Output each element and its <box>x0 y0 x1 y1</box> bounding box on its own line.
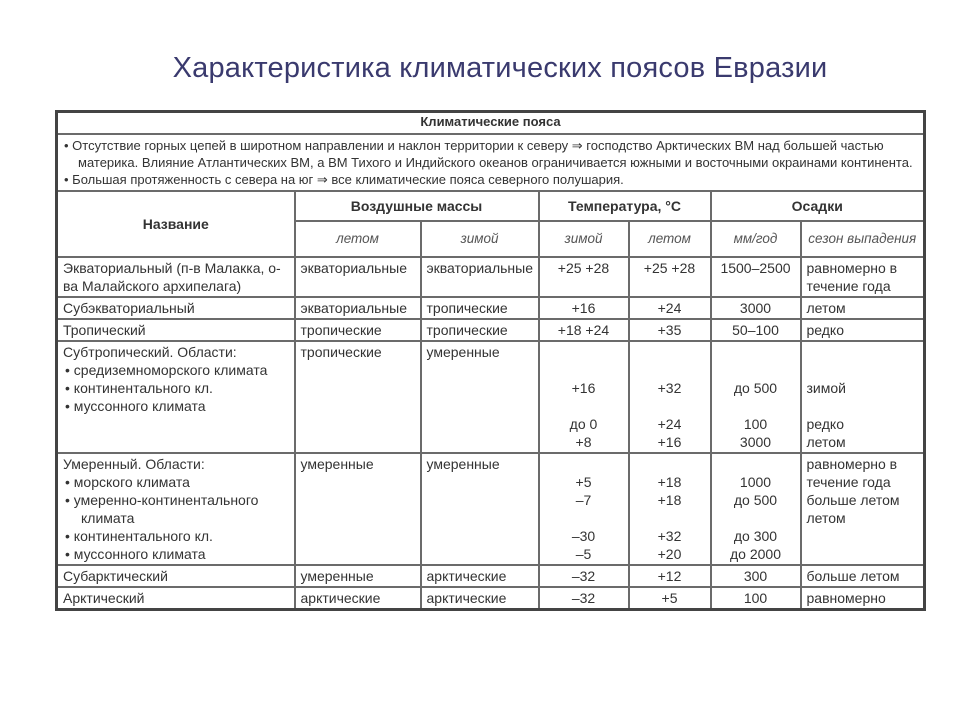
cell-air-summer: умеренные <box>295 453 421 565</box>
value: –5 <box>575 546 592 562</box>
area-label: континентального кл. <box>73 528 213 544</box>
cell-air-winter: тропические <box>421 319 539 341</box>
cell-mm <box>711 341 801 453</box>
value: до 0 <box>569 416 598 432</box>
page-title: Характеристика климатических поясов Евразии <box>172 52 828 84</box>
cell-season: равномерно в течение года <box>801 257 925 297</box>
climate-table-wrapper <box>55 110 923 611</box>
area-label: умеренно-континентального климата <box>73 492 259 526</box>
table-intro <box>57 134 925 191</box>
value: +16 <box>571 380 596 396</box>
area-item: • континентального кл. <box>65 380 213 396</box>
cell-temp-summer: +12 <box>629 565 711 587</box>
cell-season <box>801 341 925 453</box>
row-name: Экваториальный (п-в Малакка, о-ва Малайского архипелага) <box>57 257 295 297</box>
table-row <box>57 341 925 453</box>
table-row <box>57 319 925 341</box>
cell-air-summer: тропические <box>295 341 421 453</box>
header-air-winter: зимой <box>421 221 539 257</box>
cell-air-summer: умеренные <box>295 565 421 587</box>
value: 100 <box>743 416 768 432</box>
intro-item: • Большая протяженность с севера на юг ⇒ все климатические пояса северного полушария. <box>64 172 624 187</box>
cell-season: равномерно <box>801 587 925 610</box>
row-name: Тропический <box>57 319 295 341</box>
cell-air-summer: тропические <box>295 319 421 341</box>
value: +5 <box>575 474 592 490</box>
value: до 500 <box>733 492 778 508</box>
table-caption: Климатические пояса <box>57 112 925 135</box>
cell-temp-summer <box>629 341 711 453</box>
cell-air-summer: экваториальные <box>295 297 421 319</box>
value: больше летом <box>806 492 900 508</box>
header-temp-winter: зимой <box>539 221 629 257</box>
value: +32 <box>657 528 682 544</box>
value: +32 <box>657 380 682 396</box>
cell-temp-summer: +5 <box>629 587 711 610</box>
value: +16 <box>657 434 682 450</box>
value: зимой <box>806 380 846 396</box>
value: до 300 <box>733 528 778 544</box>
cell-temp-summer: +24 <box>629 297 711 319</box>
header-name: Название <box>57 191 295 257</box>
area-item: • муссонного климата <box>65 546 206 562</box>
row-name: Субарктический <box>57 565 295 587</box>
intro-text-2: Большая протяженность с севера на юг ⇒ все климатические пояса северного полушария. <box>72 172 624 187</box>
row-name: Субэкваториальный <box>57 297 295 319</box>
table-row <box>57 453 925 565</box>
value: 3000 <box>739 434 772 450</box>
climate-table <box>55 110 926 611</box>
area-label: средиземноморского климата <box>73 362 268 378</box>
cell-temp-summer: +35 <box>629 319 711 341</box>
table-row <box>57 257 925 297</box>
area-item: • умеренно-континентального климата <box>65 492 259 526</box>
cell-temp-winter: +18 +24 <box>539 319 629 341</box>
cell-temp-summer <box>629 453 711 565</box>
cell-temp-winter <box>539 341 629 453</box>
value: летом <box>806 510 846 526</box>
cell-temp-winter: +25 +28 <box>539 257 629 297</box>
value: до 500 <box>733 380 778 396</box>
area-item: • муссонного климата <box>65 398 206 414</box>
header-precipitation: Осадки <box>711 191 925 221</box>
value: +18 <box>657 474 682 490</box>
area-label: муссонного климата <box>73 398 206 414</box>
header-temp-summer: летом <box>629 221 711 257</box>
value: 1000 <box>739 474 772 490</box>
table-row <box>57 565 925 587</box>
area-item: • морского климата <box>65 474 190 490</box>
cell-mm: 3000 <box>711 297 801 319</box>
cell-temp-winter: –32 <box>539 587 629 610</box>
value: +8 <box>575 434 592 450</box>
cell-mm: 50–100 <box>711 319 801 341</box>
header-temperature: Температура, °С <box>539 191 711 221</box>
row-name: Арктический <box>57 587 295 610</box>
cell-season: больше летом <box>801 565 925 587</box>
row-title: Умеренный. Области: <box>63 456 205 472</box>
cell-air-winter: арктические <box>421 565 539 587</box>
area-item: • континентального кл. <box>65 528 213 544</box>
row-title: Субтропический. Области: <box>63 344 237 360</box>
area-label: континентального кл. <box>73 380 213 396</box>
value: –7 <box>575 492 592 508</box>
cell-mm: 1500–2500 <box>711 257 801 297</box>
value: равномерно в течение года <box>806 456 898 490</box>
header-season: сезон выпадения <box>801 221 925 257</box>
area-label: муссонного климата <box>73 546 206 562</box>
cell-air-summer: арктические <box>295 587 421 610</box>
intro-item: • Отсутствие горных цепей в широтном направлении и наклон территории к северу ⇒ господство Арктических ВМ над большей частью материка. Влияние Атлантических ВМ, а ВМ Тихого и Индийского океанов ограничивается южными и восточными окраинами континента. <box>64 138 913 170</box>
area-item: • средиземноморского климата <box>65 362 268 378</box>
value: –30 <box>571 528 596 544</box>
cell-temp-winter <box>539 453 629 565</box>
header-air-summer: летом <box>295 221 421 257</box>
cell-season: редко <box>801 319 925 341</box>
row-name <box>57 453 295 565</box>
value: до 2000 <box>730 546 781 562</box>
value: +20 <box>657 546 682 562</box>
header-mm-year: мм/год <box>711 221 801 257</box>
cell-mm: 100 <box>711 587 801 610</box>
cell-temp-summer: +25 +28 <box>629 257 711 297</box>
cell-air-summer: экваториальные <box>295 257 421 297</box>
cell-air-winter: экваториальные <box>421 257 539 297</box>
header-air-masses: Воздушные массы <box>295 191 539 221</box>
value: +24 <box>657 416 682 432</box>
area-label: морского климата <box>73 474 190 490</box>
cell-season <box>801 453 925 565</box>
row-name <box>57 341 295 453</box>
table-row <box>57 297 925 319</box>
cell-temp-winter: –32 <box>539 565 629 587</box>
cell-air-winter: тропические <box>421 297 539 319</box>
intro-text-1: Отсутствие горных цепей в широтном направлении и наклон территории к северу ⇒ господство Арктических ВМ над большей частью материка. Влияние Атлантических ВМ, а ВМ Тихого и Индийского океанов ограничивается южными и восточными окраинами континента. <box>72 138 913 170</box>
value: летом <box>806 434 846 450</box>
cell-temp-winter: +16 <box>539 297 629 319</box>
value: +18 <box>657 492 682 508</box>
cell-air-winter: арктические <box>421 587 539 610</box>
cell-mm: 300 <box>711 565 801 587</box>
cell-mm <box>711 453 801 565</box>
value: редко <box>806 416 845 432</box>
table-row <box>57 587 925 610</box>
cell-air-winter: умеренные <box>421 341 539 453</box>
cell-season: летом <box>801 297 925 319</box>
cell-air-winter: умеренные <box>421 453 539 565</box>
